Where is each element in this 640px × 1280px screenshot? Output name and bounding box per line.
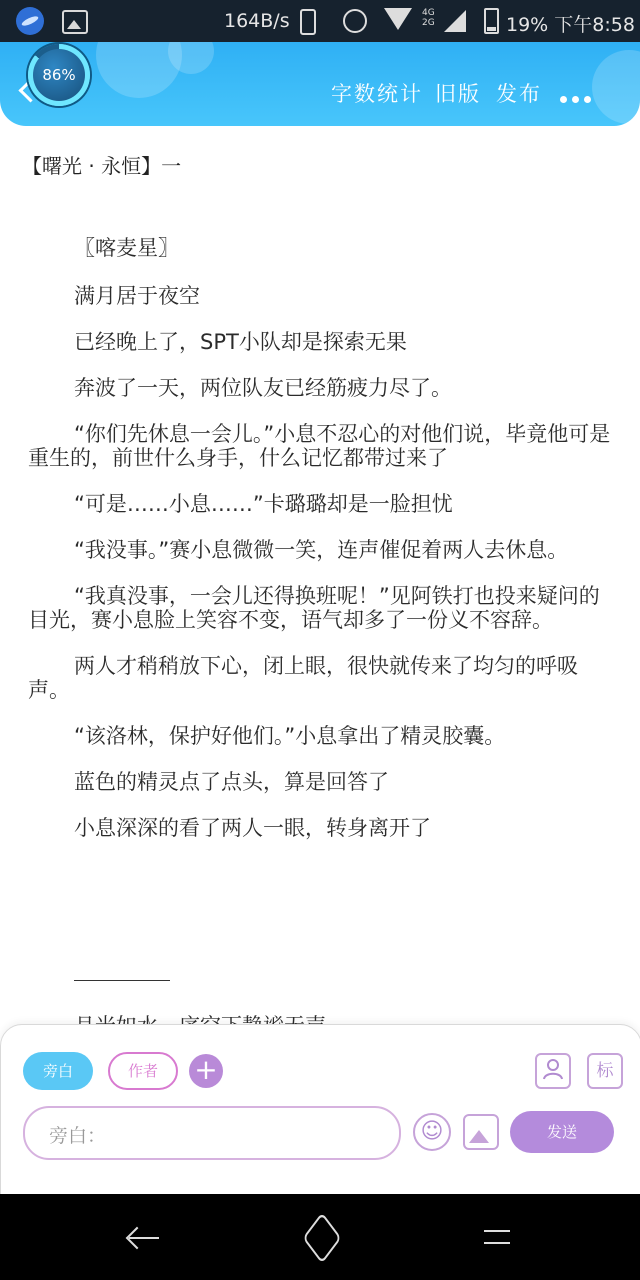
role-author-button[interactable]: 作者 xyxy=(108,1052,178,1090)
paragraph: 两人才稍稍放下心，闭上眼，很快就传来了均匀的呼吸声。 xyxy=(28,654,578,702)
paragraph: 蓝色的精灵点了点头，算是回答了 xyxy=(74,770,389,794)
vibrate-icon xyxy=(300,9,316,35)
decor-bubble xyxy=(592,50,640,124)
battery-percent: 19% xyxy=(506,14,549,36)
person-icon xyxy=(539,1055,567,1083)
editor-header xyxy=(0,42,640,126)
more-menu-icon[interactable] xyxy=(560,88,596,107)
battery-icon xyxy=(484,8,499,34)
paragraph: “你们先休息一会儿。”小息不忍心的对他们说，毕竟他可是重生的，前世什么身手，什么记忆都带过来了 xyxy=(28,422,611,470)
gallery-icon xyxy=(62,10,88,34)
network-type: 4G 2G xyxy=(422,8,435,28)
old-version-button[interactable]: 旧版 xyxy=(435,82,481,106)
paragraph: 满月居于夜空 xyxy=(74,284,200,308)
nav-home-icon[interactable] xyxy=(300,1216,344,1260)
progress-ring xyxy=(28,44,90,106)
section-divider xyxy=(74,980,170,981)
paragraph: 已经晚上了，SPT小队却是探索无果 xyxy=(74,330,407,354)
role-narration-button[interactable]: 旁白 xyxy=(23,1052,93,1090)
progress-percent: 86% xyxy=(33,49,85,101)
paragraph: “我真没事，一会儿还得换班呢！”见阿铁打也投来疑问的目光，赛小息脸上笑容不变，语气却多了一份义不容辞。 xyxy=(28,584,600,632)
paragraph: “可是……小息……”卡璐璐却是一脸担忧 xyxy=(74,492,453,516)
paragraph: 小息深深的看了两人一眼，转身离开了 xyxy=(74,816,431,840)
nav-switch-icon[interactable] xyxy=(478,1216,522,1260)
contact-card-icon[interactable] xyxy=(535,1053,571,1089)
chapter-title: 【曙光 · 永恒】一 xyxy=(22,154,182,178)
tag-button[interactable]: 标 xyxy=(587,1053,623,1089)
alarm-icon xyxy=(343,9,367,33)
send-button[interactable]: 发送 xyxy=(510,1111,614,1153)
paragraph: “我没事。”赛小息微微一笑，连声催促着两人去休息。 xyxy=(74,538,569,562)
status-bar xyxy=(0,0,640,42)
publish-button[interactable]: 发布 xyxy=(496,82,542,106)
image-icon[interactable] xyxy=(463,1114,499,1150)
app-icon xyxy=(16,7,44,35)
net-speed: 164B/s xyxy=(224,10,290,32)
paragraph: “该洛林，保护好他们。”小息拿出了精灵胶囊。 xyxy=(74,724,506,748)
clock: 下午8:58 xyxy=(554,14,635,36)
add-role-button[interactable]: + xyxy=(189,1054,223,1088)
signal-icon xyxy=(444,10,466,32)
battery-time xyxy=(506,10,635,37)
message-input[interactable] xyxy=(23,1106,401,1160)
message-input-value: 旁白： xyxy=(49,1125,107,1147)
system-nav-bar xyxy=(0,1194,640,1280)
story-text xyxy=(28,236,614,862)
wifi-icon xyxy=(384,8,412,30)
paragraph: 〖喀麦星〗 xyxy=(74,236,179,260)
word-count-button[interactable]: 字数统计 xyxy=(331,82,423,106)
emoji-icon[interactable]: ☺ xyxy=(413,1113,451,1151)
nav-back-icon[interactable] xyxy=(121,1216,165,1260)
paragraph: 奔波了一天，两位队友已经筋疲力尽了。 xyxy=(74,376,452,400)
